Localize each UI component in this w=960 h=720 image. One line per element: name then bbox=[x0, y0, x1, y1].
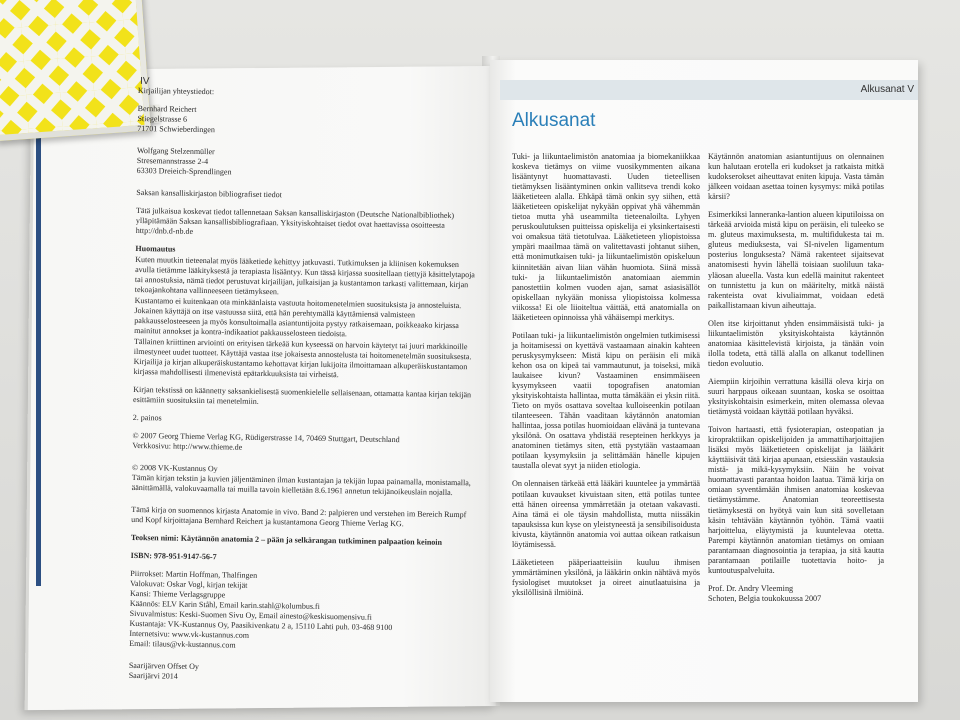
second-address: Wolfgang Stelzenmüller Stresemannstrasse 2-4 63303 Dreieich-Sprendlingen bbox=[136, 145, 232, 177]
paragraph: Käytännön anatomian asiantuntijuus on olennainen kun halutaan erotella eri kudokset ja ratkaista mitkä kudokserokset aiheuttavat eniten kipuja. Vasta tämän jälkeen voidaan asettaa toinen kysymys: mikä potilas kärsii? bbox=[708, 152, 884, 202]
copyright-vk: © 2008 VK-Kustannus Oy Tämän kirjan tekstin ja kuvien jäljentäminen ilman kustantajan ja tekijän lupaa painamalla, monistamalla, äänittämällä, valokuvaamalla tai muilla tavoin kielletään 8.6.1961 annetun tekijänoikeuslain nojalla. bbox=[131, 462, 471, 497]
copyright-thieme: © 2007 Georg Thieme Verlag KG, Rüdigerstrasse 14, 70469 Stuttgart, Deutschland Verkkosivu: http://www.thieme.de bbox=[132, 430, 400, 452]
notice-heading: Huomautus bbox=[135, 243, 176, 254]
yellow-book-cover bbox=[0, 0, 151, 141]
column-left bbox=[512, 152, 700, 606]
page-header-bar bbox=[500, 80, 918, 100]
notice-text-3: Tällainen kriittinen arviointi on erityisen tärkeää kun kyseessä on harvoin käytetyt tai juuri markkinoille ilmestyneet uudet tuotteet. Käyttäjä vastaa itse jokaisesta annostelusta tai hoitomenetelmän suosituksesta. Kirjailija ja kirjan alkuperäiskustantamo kehottavat kirjan lukijoita ilmoittamaan alkuperäiskustantamon kirjassa mahdollisesti ilmenevistä epätarkkuuksista tai virheistä. bbox=[133, 336, 472, 380]
paragraph: Toivon hartaasti, että fysioterapian, osteopatian ja kiropraktiikan opiskelijoiden ja ammattiharjoittajien lisäksi myös lääketieteen opiskelijat ja lääkärit käyttäisivät tätä kirjaa apunaan, etsiessään vastauksia mistä- ja mikä-kysymyksiin. Näin he voivat huomattavasti parantaa hoidon laatua. Tämä kirja on omiaan syventämään ihmisen anatomiaa koskevaa tietämystämme. Anatomian teoreettisesta tietämyksestä on hyötyä vain kun sitä sovelletaan käsin tehtävään käytännön työhön. Tämä vaatii harjoittelua, eläytymistä ja kuuntelevaa otetta. Parempi käytännön anatomian tietämys on omiaan parantamaan diagnosointia ja terapiaa, ja sitä kautta parantamaan potilaille tuotettavia hoito- ja kuntoutuspalveluita. bbox=[708, 425, 884, 575]
paragraph: Tuki- ja liikuntaelimistön anatomiaa ja biomekaniikkaa koskeva tietämys on viime vuosikymmenten aikana lisääntynyt huomattavasti. Uuden tieteellisen tietämyksen lisääntyminen onkin vallitseva trendi koko lääketieteen alalla. Ehkäpä tämä onkin syy siihen, että lääketieteen opiskelijat nykyään oppivat yhä vähemmän tietoa mutta yhä useammilta tieteenaloilta. Lyhyen peruskoulutuksen puitteissa opiskelija ei yksinkertaisesti voi omaksua tätä tietotulvaa. Lääketieteen yliopistoissa ympäri maailmaa tämä on valitettavasti johtanut siihen, että monimutkaisen tuki- ja liikuntaelimistön opiskeluun kiinnitetään aivan liian vähän huomiota. Siinä missä tuki- ja liikuntaelimistön anatomiaan aiemmin panostettiin kolmen vuoden ajan, samat asiasisällöt opiskellaan nykyään monissa yliopistoissa kolmessa viikossa! Ei ole liioiteltua väittää, että anatomialla on lääketieteen opinnoissa yhä vähäisempi merkitys. bbox=[512, 152, 700, 322]
blue-cover-edge bbox=[36, 126, 41, 586]
notice-text: Kuten muutkin tieteenalat myös lääketiede kehittyy jatkuvasti. Tutkimuksen ja kliinisen kokemuksen avulla tietämme lääkityksestä ja terapiasta lisääntyy. Kun tässä kirjassa suositellaan tiettyjä käsittelytapoja tai annostuksia, nämä tiedot perustuvat kirjailijan, julkaisijan ja kustantamon tarkasti valittemaan, kirjan tekoajankohtana vallinneeseen tietämykseen. bbox=[134, 254, 475, 297]
left-page-number: IV bbox=[139, 75, 150, 88]
paragraph: Esimerkiksi lannerankа-lantion alueen kiputiloissa on tärkeää arvioida mistä kipu on peräisin, eli tuleeko se m. gluteus maximuksesta, m. multifidukesta tai m. gluteus mediuksesta, vai SI-nivelen ligamentum posterius longuksesta? Nämä rakenteet sijaitsevat anatomisesti hyvin lähellä toisiaan suoliluun taka-yläosan alueella. Vasta kun edellä mainitut rakenteet on tunnistettu ja kun on määritelty, mitkä näistä rakenteista ovat kivuliaimmat, voidaan edetä paikallistamaan kivun aiheuttaja. bbox=[708, 210, 884, 310]
running-header: Alkusanat V bbox=[860, 84, 914, 95]
column-right bbox=[708, 152, 884, 612]
paragraph: Lääketieteen pääperiaatteisiin kuuluu ihmisen ymmärtäminen yksilönä, ja lääkärin onkin nähtävä myös fysiologiset muutokset ja oireet ainutlaatuisina ja yksilöllisinä ilmiöinä. bbox=[512, 557, 700, 597]
bib-title: Saksan kansalliskirjaston bibliografiset tiedot bbox=[136, 187, 282, 200]
bib-text: Tätä julkaisua koskevat tiedot tallennetaan Saksan kansalliskirjaston (Deutsche Nationalbibliothek) ylläpitämään Saksan kansallisbibliografiaan. Yksityiskohtaiset tiedot ovat haettavissa osoitteesta http://dnb.d-nb.de bbox=[135, 205, 455, 236]
trademark-text: Kirjan tekstissä on käännetty saksankielisestä suomenkielelle sellaisenaan, ottamatta kantaa kirjan tekijän esittämiin suosituksiin tai menetelmiin. bbox=[133, 384, 472, 406]
author-address: Bernhard Reichert Stiegelstrasse 6 71701 Schwieberdingen bbox=[137, 103, 215, 135]
finnish-title: Teoksen nimi: Käytännön anatomia 2 – pään ja selkärangan tutkiminen palpaation keinoin bbox=[130, 532, 443, 547]
signature: Prof. Dr. Andry Vleeming Schoten, Belgia toukokuussa 2007 bbox=[708, 583, 822, 603]
printer: Saarijärven Offset Oy Saarijärvi 2014 bbox=[128, 660, 200, 681]
credits: Piirrokset: Martin Hoffman, Thalfingen Valokuvat: Oskar Vogl, kirjan tekijät Kansi: Thieme Verlagsgruppe Käännös: ELV Karin Ståhl, Email karin.stahl@kolumbus.fi Sivuvalmistus: Keski-Suomen Sivu Oy, Email ainesto@keskisuomensivu.fi Kustantaja: VK-Kustannus Oy, Paasikivenkatu 2 a, 15110 Lahti puh. 03-468 9100 Internetsivu: www.vk-kustannus.com Email: tilaus@vk-kustannus.com bbox=[129, 568, 393, 650]
page-title: Alkusanat bbox=[512, 110, 596, 131]
paragraph: Potilaan tuki- ja liikuntaelimistön ongelmien tutkimisessi ja hoitamisessi on kyettävä vastaamaan ainakin kahteen peruskysymykseen: Mistä kipu on peräisin eli mikä kehon osa on kipeä tai vammautunut, ja toiseksi, mikä laukaisee kivun? Vastaaminen ensimmäiseen kysymykseen vaatii topografisen anatomian yksityiskohtaista hallintaa, mutta tämäkään ei yksin riitä. Tieto on myös osattava soveltaa kulloiseenkin potilaan tilanteeseen. Tähän vaaditaan käytännön anatomian hallintaa, jossa potilas huomioidaan elävänä ja tuntevana yksilönä. On osattava yhdistää resepteinen herkkyys ja anatominen tietämys siten, että pystytään vastaamaan potilaan kysymyksiin ja selittämään hänelle kipujen taustalla olevat syyt ja niiden etiologia. bbox=[512, 330, 700, 471]
paragraph: Olen itse kirjoittanut yhden ensimmäisistä tuki- ja liikuntaelimistön yksityiskohtaista käytännön anatomiaa käsittelevistä kirjoista, ja tänään voin ilolla todeta, että tällä alalla on alkanut todellinen tiedon evoluutio. bbox=[708, 318, 884, 368]
paragraph: On olennaisen tärkeää että lääkäri kuuntelee ja ymmärtää potilaan kuvaukset kivuistaan siten, että potilas tuntee että hänen oireensa ymmärretään ja otetaan vakavasti. Aina tämä ei ole täysin mahdollista, mutta niissäkin tapauksissa kun kyse on yleistyneestä ja sensibilisoidusta kivusta, käytännön anatomia voi auttaa oikean ratkaisun löytämisessä. bbox=[512, 479, 700, 549]
paragraph: Aiempiin kirjoihin verrattuna käsillä oleva kirja on suuri harppaus oikeaan suuntaan, koska se osoittaa yksityiskohtaisin esimerkein, miten olemassa olevaa tietämystä voidaan käyttää potilaan hyväksi. bbox=[708, 376, 884, 417]
left-page-text bbox=[128, 86, 477, 698]
isbn: ISBN: 978-951-9147-56-7 bbox=[130, 550, 217, 562]
edition: 2. painos bbox=[132, 412, 162, 423]
contact-title: Kirjailijan yhteystiedot: bbox=[137, 86, 215, 97]
translation-note: Tämä kirja on suomennos kirjasta Anatomie in vivo. Band 2: palpieren und verstehen im Bereich Rumpf und Kopf kirjoittajana Bernhard Reichert ja kustantamona Georg Thieme Verlag KG. bbox=[131, 504, 467, 529]
notice-text-2: Kustantamo ei kuitenkaan ota minkäänlaista vastuuta hoitomenetelmien suosituksista ja annosteluista. Jokainen käyttäjä on itse vastuussa siitä, että hän perehtymällä käyttämiensä valmisteen pakkausselosteeseen ja myös konsultoimalla asiantuntijoita pystyy ratkaisemaan, poikkeaako kirjassa mainitut annokset ja kontra-indikaatiot pakkausselosteen tiedoista. bbox=[134, 295, 462, 339]
